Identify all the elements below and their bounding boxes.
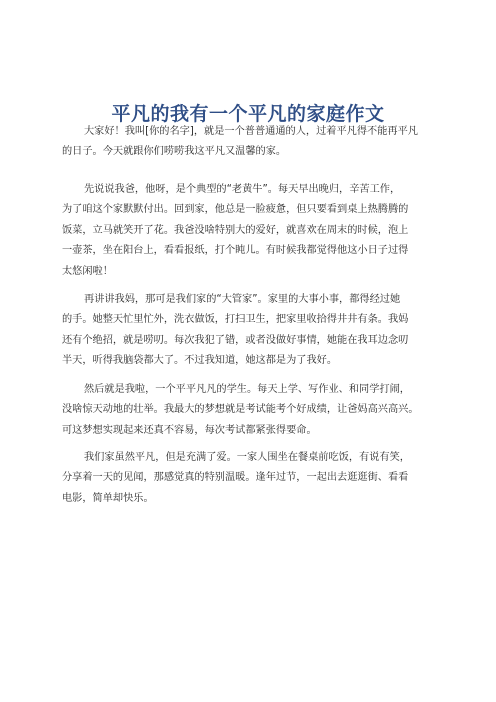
paragraph-mom xyxy=(62,290,442,372)
paragraph-line: 饭菜，立马就笑开了花。我爸没啥特别大的爱好，就喜欢在周末的时候，泡上 xyxy=(62,224,409,236)
paragraph-me xyxy=(62,380,442,441)
paragraph-line: 没啥惊天动地的壮举。我最大的梦想就是考试能考个好成绩，让爸妈高兴高兴。 xyxy=(62,404,419,416)
paragraph-dad xyxy=(62,180,442,282)
paragraph-line: 半天，听得我脑袋都大了。不过我知道，她这都是为了我好。 xyxy=(62,355,338,367)
paragraph-line: 可这梦想实现起来还真不容易，每次考试都紧张得要命。 xyxy=(62,424,317,436)
paragraph-line: 电影，简单却快乐。 xyxy=(62,492,154,504)
paragraph-line: 太悠闲啦！ xyxy=(62,265,113,277)
paragraph-line: 的手。她整天忙里忙外，洗衣做饭，打扫卫生，把家里收拾得井井有条。我妈 xyxy=(62,314,409,326)
paragraph-line: 一壶茶，坐在阳台上，看看报纸，打个盹儿。有时候我都觉得他这小日子过得 xyxy=(62,245,409,257)
paragraph-line: 大家好！我叫[你的名字]，就是一个普普通通的人，过着平凡得不能再平凡 xyxy=(84,126,418,137)
document-title: 平凡的我有一个平凡的家庭作文 xyxy=(111,102,385,125)
paragraph-line: 为了咱这个家默默付出。回到家，他总是一脸疲惫，但只要看到桌上热腾腾的 xyxy=(62,204,409,216)
paragraph-line: 分享着一天的见闻，那感觉真的特别温暖。逢年过节，一起出去逛逛街、看看 xyxy=(62,472,409,484)
paragraph-family xyxy=(62,448,442,509)
paragraph-line: 的日子。今天就跟你们唠唠我这平凡又温馨的家。 xyxy=(62,146,287,158)
paragraph-line: 再讲讲我妈，那可是我们家的“大管家”。家里的大事小事，都得经过她 xyxy=(84,294,401,305)
paragraph-line: 还有个绝招，就是唠叨。每次我犯了错，或者没做好事情，她能在我耳边念叨 xyxy=(62,334,409,346)
paragraph-line: 先说说我爸，他呀，是个典型的“老黄牛”。每天早出晚归，辛苦工作， xyxy=(84,184,401,195)
paragraph-intro xyxy=(62,122,442,163)
paragraph-line: 然后就是我啦，一个平平凡凡的学生。每天上学、写作业、和同学打闹， xyxy=(84,384,410,395)
paragraph-line: 我们家虽然平凡，但是充满了爱。一家人围坐在餐桌前吃饭，有说有笑， xyxy=(84,452,410,463)
